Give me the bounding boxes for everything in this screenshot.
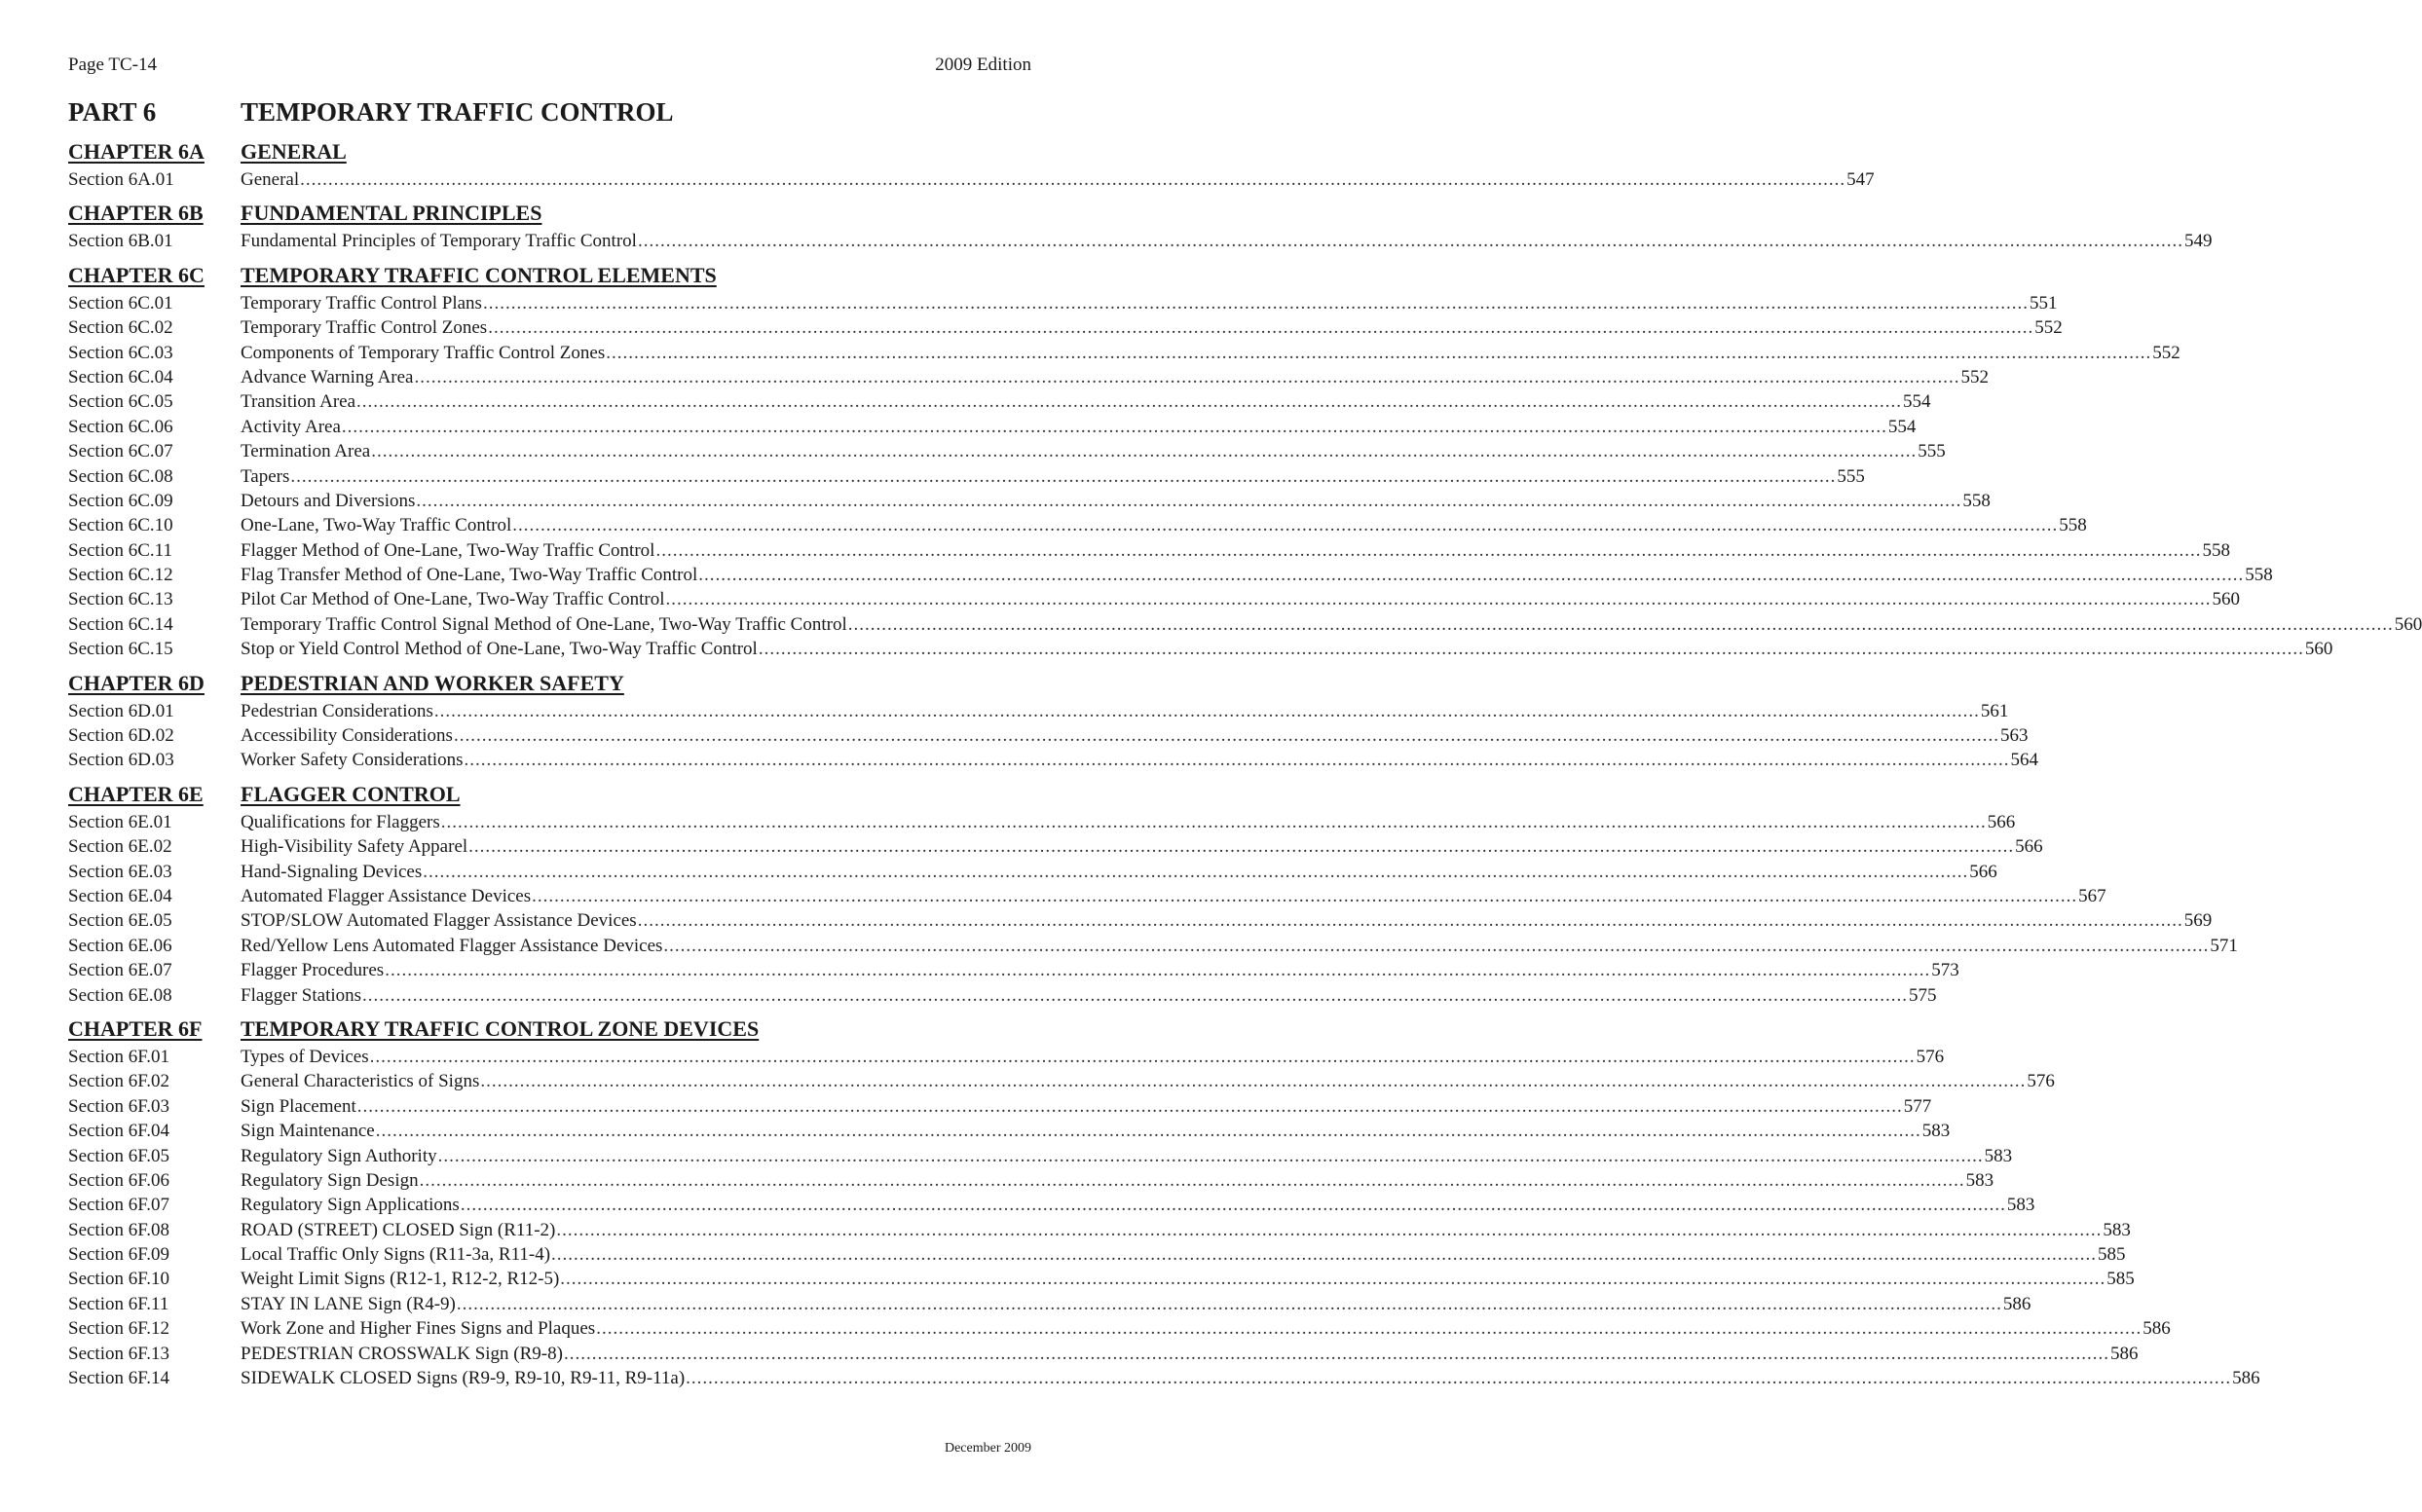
toc-entry-line	[241, 563, 2273, 587]
section-title: Flagger Stations	[241, 984, 362, 1006]
toc-entry-line	[241, 748, 2039, 772]
dot-leader: ....................................................................................................................................................................................................................................................................................	[482, 292, 2029, 313]
section-title: Accessibility Considerations	[241, 725, 453, 747]
section-number: Section 6C.07	[68, 441, 173, 462]
chapter-heading	[68, 260, 1031, 289]
page-number: 558	[2245, 565, 2273, 586]
page-number: 583	[1984, 1145, 2013, 1166]
dot-leader: ....................................................................................................................................................................................................................................................................................	[356, 391, 1903, 413]
toc-entry[interactable]	[68, 1267, 2135, 1291]
dot-leader: ....................................................................................................................................................................................................................................................................................	[758, 639, 2304, 660]
toc-entry-line	[241, 587, 2240, 611]
page-number: 549	[2183, 231, 2213, 252]
dot-leader: ....................................................................................................................................................................................................................................................................................	[385, 960, 1931, 981]
section-number: Section 6B.01	[68, 231, 173, 252]
page-number: 577	[1903, 1095, 1932, 1117]
section-title: Termination Area	[241, 441, 371, 462]
toc-entry-line	[241, 934, 2238, 958]
page-number: 555	[1918, 441, 1946, 462]
toc-entry-line	[241, 1242, 2126, 1267]
toc-entry[interactable]	[68, 341, 2180, 365]
toc-entry-line	[241, 1342, 2139, 1366]
section-number: Section 6F.05	[68, 1145, 170, 1166]
section-number: Section 6E.05	[68, 910, 172, 932]
toc-entry-line	[241, 167, 1875, 192]
section-title: Red/Yellow Lens Automated Flagger Assistance Devices	[241, 935, 663, 956]
section-title: Activity Area	[241, 416, 341, 437]
section-number: Section 6F.06	[68, 1169, 170, 1191]
section-number: Section 6C.14	[68, 613, 173, 635]
section-title: Weight Limit Signs (R12-1, R12-2, R12-5)	[241, 1269, 560, 1290]
toc-entry-line	[241, 860, 1997, 884]
chapter-title: PEDESTRIAN AND WORKER SAFETY	[241, 670, 624, 695]
toc-entry[interactable]	[68, 563, 2273, 587]
chapter-number: CHAPTER 6A	[68, 139, 205, 164]
toc-entry-line	[241, 1168, 1994, 1193]
dot-leader: ....................................................................................................................................................................................................................................................................................	[437, 1145, 1984, 1166]
toc-entry-line	[241, 612, 2422, 637]
page-number: 566	[1987, 811, 2016, 832]
section-title: STOP/SLOW Automated Flagger Assistance Devices	[241, 910, 637, 932]
section-title: Flagger Method of One-Lane, Two-Way Traffic Control	[241, 539, 655, 561]
toc-entry-line	[241, 908, 2213, 933]
edition-label: 2009 Edition	[935, 55, 1031, 75]
dot-leader: ....................................................................................................................................................................................................................................................................................	[375, 1121, 1921, 1142]
toc-entry[interactable]	[68, 587, 2240, 611]
toc-entry[interactable]	[68, 1242, 2126, 1267]
section-number: Section 6C.09	[68, 490, 173, 511]
page-number: 558	[1962, 490, 1991, 511]
section-number: Section 6F.09	[68, 1244, 170, 1266]
toc-entry-line	[241, 315, 2063, 340]
section-title: Advance Warning Area	[241, 366, 414, 387]
toc-entry[interactable]	[68, 439, 1946, 463]
dot-leader: ....................................................................................................................................................................................................................................................................................	[414, 366, 1960, 387]
section-title: One-Lane, Two-Way Traffic Control	[241, 515, 512, 536]
page-number: 566	[1969, 861, 1997, 882]
toc-entry-line	[241, 983, 1937, 1008]
section-title: Sign Maintenance	[241, 1121, 375, 1142]
toc-entry-line	[241, 415, 1917, 439]
chapter-number: CHAPTER 6C	[68, 262, 205, 287]
dot-leader: ....................................................................................................................................................................................................................................................................................	[847, 613, 2394, 635]
section-title: General Characteristics of Signs	[241, 1071, 480, 1092]
section-number: Section 6C.04	[68, 366, 173, 387]
toc-entry[interactable]	[68, 723, 2029, 748]
page-number: 558	[2202, 539, 2230, 561]
section-title: Work Zone and Higher Fines Signs and Plaques	[241, 1318, 596, 1340]
section-number: Section 6C.05	[68, 391, 173, 413]
page-number: 552	[2034, 317, 2063, 339]
dot-leader: ....................................................................................................................................................................................................................................................................................	[637, 910, 2183, 932]
page-number: 586	[2143, 1318, 2171, 1340]
section-number: Section 6F.07	[68, 1195, 170, 1216]
toc-entry-line	[241, 538, 2230, 563]
page-header	[68, 55, 1031, 78]
dot-leader: ....................................................................................................................................................................................................................................................................................	[468, 836, 2015, 858]
page-number: 560	[2304, 639, 2333, 660]
section-number: Section 6E.06	[68, 935, 172, 956]
toc-entry[interactable]	[68, 884, 2106, 908]
section-number: Section 6E.02	[68, 836, 172, 858]
dot-leader: ....................................................................................................................................................................................................................................................................................	[686, 1368, 2232, 1389]
toc-entry-line	[241, 834, 2043, 859]
dot-leader: ....................................................................................................................................................................................................................................................................................	[362, 984, 1909, 1006]
toc-entry[interactable]	[68, 1342, 2139, 1366]
toc-entry[interactable]	[68, 1193, 2035, 1217]
toc-entry-line	[241, 1366, 2260, 1390]
toc-entry-line	[241, 1144, 2013, 1168]
section-title: Flag Transfer Method of One-Lane, Two-Way Traffic Control	[241, 565, 698, 586]
toc-entry-line	[241, 389, 1931, 414]
section-number: Section 6E.08	[68, 984, 172, 1006]
chapter-number: CHAPTER 6B	[68, 201, 204, 226]
dot-leader: ....................................................................................................................................................................................................................................................................................	[371, 441, 1918, 462]
dot-leader: ....................................................................................................................................................................................................................................................................................	[456, 1293, 2002, 1314]
page-number: 547	[1846, 169, 1875, 190]
chapter-title: TEMPORARY TRAFFIC CONTROL ELEMENTS	[241, 262, 717, 287]
toc-entry-line	[241, 723, 2029, 748]
dot-leader: ....................................................................................................................................................................................................................................................................................	[698, 565, 2245, 586]
page-number: 558	[2059, 515, 2087, 536]
page-number: 586	[2002, 1293, 2031, 1314]
toc-entry[interactable]	[68, 1069, 2055, 1093]
toc-entry[interactable]	[68, 389, 1931, 414]
section-number: Section 6F.14	[68, 1368, 170, 1389]
toc-entry[interactable]	[68, 934, 2238, 958]
toc-entry-line	[241, 1218, 2131, 1242]
toc-entry-line	[241, 229, 2213, 253]
page-number: 561	[1980, 700, 2009, 721]
dot-leader: ....................................................................................................................................................................................................................................................................................	[423, 861, 1969, 882]
section-number: Section 6E.03	[68, 861, 172, 882]
section-number: Section 6F.04	[68, 1121, 170, 1142]
section-title: Tapers	[241, 465, 290, 487]
page-number: 552	[1960, 366, 1989, 387]
toc-entry-line	[241, 341, 2180, 365]
page-number: 554	[1887, 416, 1917, 437]
dot-leader: ....................................................................................................................................................................................................................................................................................	[341, 416, 1887, 437]
toc-entry-line	[241, 810, 2016, 834]
dot-leader: ....................................................................................................................................................................................................................................................................................	[290, 465, 1837, 487]
toc-entry-line	[241, 489, 1991, 513]
section-title: ROAD (STREET) CLOSED Sign (R11-2)	[241, 1219, 556, 1240]
toc-entry[interactable]	[68, 1168, 1994, 1193]
section-title: Pilot Car Method of One-Lane, Two-Way Traffic Control	[241, 589, 665, 610]
section-title: Components of Temporary Traffic Control Zones	[241, 342, 606, 363]
dot-leader: ....................................................................................................................................................................................................................................................................................	[300, 169, 1846, 190]
section-number: Section 6F.11	[68, 1293, 169, 1314]
section-list	[68, 167, 1875, 192]
toc-entry[interactable]	[68, 167, 1875, 192]
toc-entry-line	[241, 1119, 1951, 1143]
section-number: Section 6D.02	[68, 725, 174, 747]
table-of-contents	[68, 136, 2422, 1390]
section-number: Section 6D.01	[68, 700, 174, 721]
chapter-heading	[68, 668, 1031, 697]
chapter-number: CHAPTER 6E	[68, 781, 204, 806]
toc-entry[interactable]	[68, 1218, 2131, 1242]
dot-leader: ....................................................................................................................................................................................................................................................................................	[606, 342, 2152, 363]
section-list	[68, 810, 2238, 1008]
section-number: Section 6F.01	[68, 1046, 170, 1067]
section-number: Section 6E.01	[68, 811, 172, 832]
toc-entry[interactable]	[68, 1292, 2031, 1316]
section-title: Temporary Traffic Control Plans	[241, 292, 482, 313]
toc-entry[interactable]	[68, 415, 1917, 439]
dot-leader: ....................................................................................................................................................................................................................................................................................	[663, 935, 2210, 956]
page-label: Page TC-14	[68, 55, 157, 75]
section-title: Fundamental Principles of Temporary Traffic Control	[241, 231, 637, 252]
dot-leader: ....................................................................................................................................................................................................................................................................................	[596, 1318, 2143, 1340]
page-number: 585	[2106, 1269, 2135, 1290]
chapter-heading	[68, 1014, 1031, 1043]
section-number: Section 6C.06	[68, 416, 173, 437]
toc-entry-line	[241, 464, 1865, 489]
section-title: Qualifications for Flaggers	[241, 811, 440, 832]
section-list	[68, 291, 2422, 662]
dot-leader: ....................................................................................................................................................................................................................................................................................	[460, 1195, 2006, 1216]
section-title: Hand-Signaling Devices	[241, 861, 423, 882]
toc-entry[interactable]	[68, 748, 2039, 772]
toc-entry-line	[241, 1193, 2035, 1217]
page-number: 563	[1999, 725, 2029, 747]
section-title: Stop or Yield Control Method of One-Lane, Two-Way Traffic Control	[241, 639, 758, 660]
section-number: Section 6F.12	[68, 1318, 170, 1340]
toc-entry[interactable]	[68, 908, 2213, 933]
dot-leader: ....................................................................................................................................................................................................................................................................................	[532, 885, 2078, 906]
toc-entry-line	[241, 513, 2087, 537]
page-number: 560	[2212, 589, 2240, 610]
toc-entry-line	[241, 291, 2058, 315]
dot-leader: ....................................................................................................................................................................................................................................................................................	[512, 515, 2059, 536]
section-list	[68, 1045, 2260, 1390]
page-number: 573	[1931, 960, 1959, 981]
section-title: Flagger Procedures	[241, 960, 385, 981]
dot-leader: ....................................................................................................................................................................................................................................................................................	[369, 1046, 1916, 1067]
dot-leader: ....................................................................................................................................................................................................................................................................................	[655, 539, 2202, 561]
section-title: Regulatory Sign Applications	[241, 1195, 460, 1216]
section-number: Section 6F.13	[68, 1343, 170, 1364]
dot-leader: ....................................................................................................................................................................................................................................................................................	[480, 1071, 2027, 1092]
toc-entry[interactable]	[68, 958, 1959, 982]
toc-entry-line	[241, 1316, 2171, 1341]
section-number: Section 6C.01	[68, 292, 173, 313]
section-title: Worker Safety Considerations	[241, 750, 464, 771]
chapter-title: TEMPORARY TRAFFIC CONTROL ZONE DEVICES	[241, 1015, 760, 1041]
toc-entry[interactable]	[68, 810, 2016, 834]
dot-leader: ....................................................................................................................................................................................................................................................................................	[419, 1169, 1965, 1191]
page-number: 585	[2098, 1244, 2126, 1266]
page-number: 586	[2232, 1368, 2260, 1389]
toc-entry[interactable]	[68, 612, 2422, 637]
dot-leader: ....................................................................................................................................................................................................................................................................................	[440, 811, 1987, 832]
page-number: 576	[2027, 1071, 2055, 1092]
footer-date: December 2009	[944, 1441, 1031, 1456]
section-list	[68, 699, 2039, 773]
page-number: 576	[1916, 1046, 1945, 1067]
toc-entry-line	[241, 884, 2106, 908]
section-number: Section 6C.11	[68, 539, 172, 561]
dot-leader: ....................................................................................................................................................................................................................................................................................	[665, 589, 2212, 610]
page-number: 566	[2015, 836, 2043, 858]
toc-entry-line	[241, 1094, 1932, 1119]
section-number: Section 6A.01	[68, 169, 174, 190]
section-number: Section 6C.15	[68, 639, 173, 660]
part-number: PART 6	[68, 97, 157, 127]
toc-entry[interactable]	[68, 860, 1997, 884]
page-number: 569	[2183, 910, 2213, 932]
toc-entry[interactable]	[68, 983, 1937, 1008]
chapter-title: GENERAL	[241, 139, 347, 164]
section-title: Sign Placement	[241, 1095, 356, 1117]
page-number: 552	[2152, 342, 2180, 363]
page-number: 583	[1921, 1121, 1951, 1142]
page-number: 564	[2010, 750, 2039, 771]
dot-leader: ....................................................................................................................................................................................................................................................................................	[433, 700, 1980, 721]
section-title: General	[241, 169, 300, 190]
page-number: 551	[2029, 292, 2058, 313]
section-number: Section 6C.12	[68, 565, 173, 586]
page-number: 586	[2109, 1343, 2139, 1364]
toc-entry-line	[241, 1292, 2031, 1316]
section-title: Temporary Traffic Control Zones	[241, 317, 488, 339]
chapter-title: FLAGGER CONTROL	[241, 781, 461, 806]
section-title: Regulatory Sign Authority	[241, 1145, 437, 1166]
toc-entry[interactable]	[68, 229, 2213, 253]
dot-leader: ....................................................................................................................................................................................................................................................................................	[453, 725, 1999, 747]
toc-entry[interactable]	[68, 1119, 1951, 1143]
section-list	[68, 229, 2213, 253]
toc-entry[interactable]	[68, 1366, 2260, 1390]
dot-leader: ....................................................................................................................................................................................................................................................................................	[637, 231, 2183, 252]
toc-entry-line	[241, 439, 1946, 463]
dot-leader: ....................................................................................................................................................................................................................................................................................	[556, 1219, 2103, 1240]
toc-entry[interactable]	[68, 538, 2230, 563]
toc-entry[interactable]	[68, 1316, 2171, 1341]
page-number: 567	[2078, 885, 2106, 906]
section-title: Types of Devices	[241, 1046, 369, 1067]
toc-entry-line	[241, 365, 1989, 389]
toc-entry-line	[241, 1045, 1945, 1069]
dot-leader: ....................................................................................................................................................................................................................................................................................	[560, 1269, 2106, 1290]
section-number: Section 6C.03	[68, 342, 173, 363]
toc-entry[interactable]	[68, 365, 1989, 389]
section-title: Automated Flagger Assistance Devices	[241, 885, 532, 906]
toc-entry[interactable]	[68, 315, 2063, 340]
page-number: 571	[2210, 935, 2238, 956]
chapter-heading	[68, 198, 1031, 227]
section-number: Section 6E.04	[68, 885, 172, 906]
toc-entry-line	[241, 637, 2333, 661]
section-title: High-Visibility Safety Apparel	[241, 836, 468, 858]
toc-entry-line	[241, 958, 1959, 982]
chapter-title: FUNDAMENTAL PRINCIPLES	[241, 201, 542, 226]
document-page	[68, 0, 2422, 1512]
toc-entry[interactable]	[68, 1144, 2013, 1168]
page-number: 555	[1837, 465, 1865, 487]
page-number: 583	[2006, 1195, 2035, 1216]
chapter-number: CHAPTER 6D	[68, 670, 205, 695]
toc-entry[interactable]	[68, 1045, 1945, 1069]
toc-entry-line	[241, 699, 2009, 723]
section-title: Regulatory Sign Design	[241, 1169, 419, 1191]
part-heading	[68, 97, 1031, 132]
chapter-number: CHAPTER 6F	[68, 1015, 203, 1041]
section-number: Section 6D.03	[68, 750, 174, 771]
chapter-heading	[68, 779, 1031, 808]
section-number: Section 6F.10	[68, 1269, 170, 1290]
page-number: 575	[1909, 984, 1937, 1006]
toc-entry[interactable]	[68, 834, 2043, 859]
section-title: STAY IN LANE Sign (R4-9)	[241, 1293, 456, 1314]
toc-entry[interactable]	[68, 699, 2009, 723]
toc-entry[interactable]	[68, 1094, 1932, 1119]
section-title: SIDEWALK CLOSED Signs (R9-9, R9-10, R9-11, R9-11a)	[241, 1368, 686, 1389]
toc-entry[interactable]	[68, 489, 1991, 513]
section-title: Local Traffic Only Signs (R11-3a, R11-4)	[241, 1244, 551, 1266]
section-title: PEDESTRIAN CROSSWALK Sign (R9-8)	[241, 1343, 563, 1364]
section-number: Section 6C.02	[68, 317, 173, 339]
section-number: Section 6F.08	[68, 1219, 170, 1240]
dot-leader: ....................................................................................................................................................................................................................................................................................	[356, 1095, 1903, 1117]
section-title: Temporary Traffic Control Signal Method of One-Lane, Two-Way Traffic Control	[241, 613, 847, 635]
dot-leader: ....................................................................................................................................................................................................................................................................................	[464, 750, 2010, 771]
section-number: Section 6F.03	[68, 1095, 170, 1117]
page-number: 560	[2394, 613, 2422, 635]
section-title: Detours and Diversions	[241, 490, 416, 511]
toc-entry-line	[241, 1069, 2055, 1093]
toc-entry[interactable]	[68, 513, 2087, 537]
dot-leader: ....................................................................................................................................................................................................................................................................................	[563, 1343, 2109, 1364]
dot-leader: ....................................................................................................................................................................................................................................................................................	[488, 317, 2034, 339]
section-number: Section 6C.08	[68, 465, 173, 487]
toc-entry[interactable]	[68, 291, 2058, 315]
page-number: 583	[1965, 1169, 1994, 1191]
section-number: Section 6C.10	[68, 515, 173, 536]
part-title: TEMPORARY TRAFFIC CONTROL	[241, 97, 674, 127]
dot-leader: ....................................................................................................................................................................................................................................................................................	[551, 1244, 2098, 1266]
toc-entry[interactable]	[68, 637, 2333, 661]
page-number: 554	[1903, 391, 1931, 413]
section-title: Transition Area	[241, 391, 356, 413]
section-number: Section 6F.02	[68, 1071, 170, 1092]
section-number: Section 6E.07	[68, 960, 172, 981]
section-title: Pedestrian Considerations	[241, 700, 433, 721]
chapter-heading	[68, 136, 1031, 166]
toc-entry-line	[241, 1267, 2135, 1291]
section-number: Section 6C.13	[68, 589, 173, 610]
toc-entry[interactable]	[68, 464, 1865, 489]
dot-leader: ....................................................................................................................................................................................................................................................................................	[416, 490, 1962, 511]
page-number: 583	[2103, 1219, 2131, 1240]
